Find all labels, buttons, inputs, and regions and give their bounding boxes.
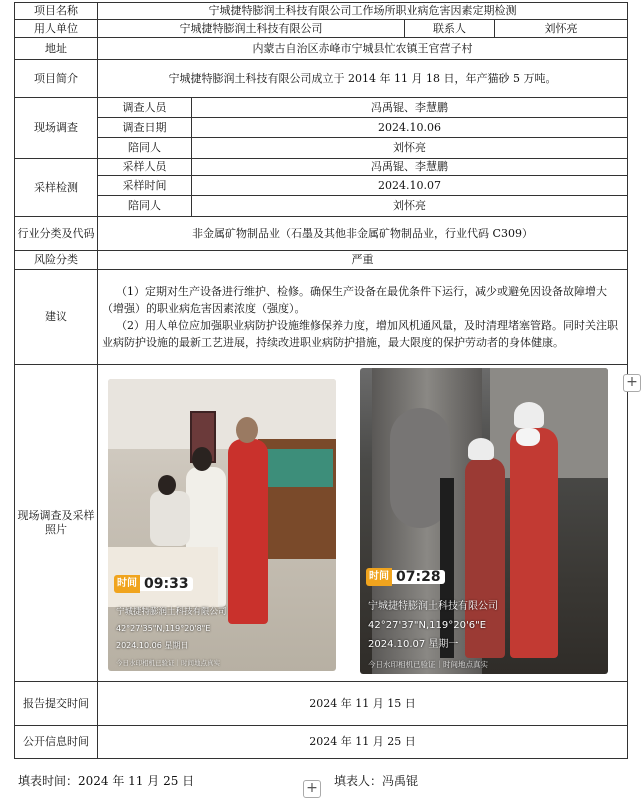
advice-paragraph-1: （1）定期对生产设备进行维护、检修。确保生产设备在最优条件下运行，减少或避免因设备故障增大（增强）的职业病危害因素浓度（强度）。 bbox=[102, 285, 607, 315]
public-info-value: 2024 年 11 月 25 日 bbox=[98, 726, 628, 759]
project-name-value: 宁城捷特膨润土科技有限公司工作场所职业病危害因素定期检测 bbox=[98, 3, 628, 20]
photo1-time-badge: 时间 09:33 bbox=[114, 575, 193, 593]
photo1-verify-note: 今日水印相机已验证｜时间地点真实 bbox=[116, 659, 220, 667]
risk-label: 风险分类 bbox=[15, 251, 98, 270]
sampling-escort-value: 刘怀亮 bbox=[192, 196, 628, 217]
site-survey-photo bbox=[108, 379, 336, 671]
survey-people-label: 调查人员 bbox=[98, 98, 192, 118]
address-value: 内蒙古自治区赤峰市宁城县忙农镇王官营子村 bbox=[98, 38, 628, 60]
photo2-verify-note: 今日水印相机已验证｜时间地点真实 bbox=[368, 660, 488, 669]
industry-label: 行业分类及代码 bbox=[15, 217, 98, 251]
survey-escort-value: 刘怀亮 bbox=[192, 138, 628, 159]
sampling-people-label: 采样人员 bbox=[98, 159, 192, 176]
site-survey-label: 现场调查 bbox=[15, 98, 98, 159]
risk-value: 严重 bbox=[98, 251, 628, 270]
contact-label: 联系人 bbox=[405, 20, 495, 38]
photo2-company: 宁城捷特膨润土科技有限公司 bbox=[368, 601, 498, 612]
advice-paragraph-2: （2）用人单位应加强职业病防护设施维修保养力度，增加风机通风量，及时清理堵塞管路。同时关注职业病防护设施的最新工艺进展，持续改进职业病防护措施，最大限度的保护劳动者的身体健康。 bbox=[102, 319, 618, 349]
intro-label: 项目简介 bbox=[15, 60, 98, 98]
report-submit-label: 报告提交时间 bbox=[15, 682, 98, 726]
sampling-label: 采样检测 bbox=[15, 159, 98, 217]
intro-value: 宁城捷特膨润土科技有限公司成立于 2014 年 11 月 18 日，年产猫砂 5 万吨。 bbox=[98, 60, 628, 98]
photos-label: 现场调查及采样照片 bbox=[15, 365, 98, 682]
photos-cell bbox=[98, 365, 628, 682]
advice-text bbox=[98, 270, 628, 365]
disclosure-table bbox=[14, 2, 628, 759]
photo2-date: 2024.10.07 星期一 bbox=[368, 639, 459, 650]
fill-time: 填表时间：2024 年 11 月 25 日 bbox=[18, 774, 195, 788]
add-column-plus-icon[interactable]: + bbox=[623, 374, 641, 392]
photo2-time-badge: 时间 07:28 bbox=[366, 568, 445, 586]
project-name-label: 项目名称 bbox=[15, 3, 98, 20]
sampling-time-value: 2024.10.07 bbox=[192, 176, 628, 196]
employer-label: 用人单位 bbox=[15, 20, 98, 38]
public-info-label: 公开信息时间 bbox=[15, 726, 98, 759]
photo1-company: 宁城捷特膨润土科技有限公司 bbox=[116, 607, 227, 617]
survey-people-value: 冯禹锟、李慧鹏 bbox=[192, 98, 628, 118]
survey-date-label: 调查日期 bbox=[98, 118, 192, 138]
advice-label: 建议 bbox=[15, 270, 98, 365]
employer-value: 宁城捷特膨润土科技有限公司 bbox=[98, 20, 405, 38]
address-label: 地址 bbox=[15, 38, 98, 60]
filler: 填表人：冯禹锟 bbox=[334, 774, 419, 788]
photo2-coords: 42°27'37"N,119°20'6"E bbox=[368, 620, 487, 631]
report-submit-value: 2024 年 11 月 15 日 bbox=[98, 682, 628, 726]
survey-date-value: 2024.10.06 bbox=[192, 118, 628, 138]
photo1-coords: 42°27'35"N,119°20'8"E bbox=[116, 624, 211, 633]
sampling-people-value: 冯禹锟、李慧鹏 bbox=[192, 159, 628, 176]
contact-value: 刘怀亮 bbox=[495, 20, 628, 38]
sampling-time-label: 采样时间 bbox=[98, 176, 192, 196]
sampling-photo bbox=[360, 368, 608, 674]
sampling-escort-label: 陪同人 bbox=[98, 196, 192, 217]
survey-escort-label: 陪同人 bbox=[98, 138, 192, 159]
industry-value: 非金属矿物制品业（石墨及其他非金属矿物制品业，行业代码 C309） bbox=[98, 217, 628, 251]
add-row-plus-icon[interactable]: + bbox=[303, 780, 321, 798]
photo1-date: 2024.10.06 星期日 bbox=[116, 641, 189, 650]
